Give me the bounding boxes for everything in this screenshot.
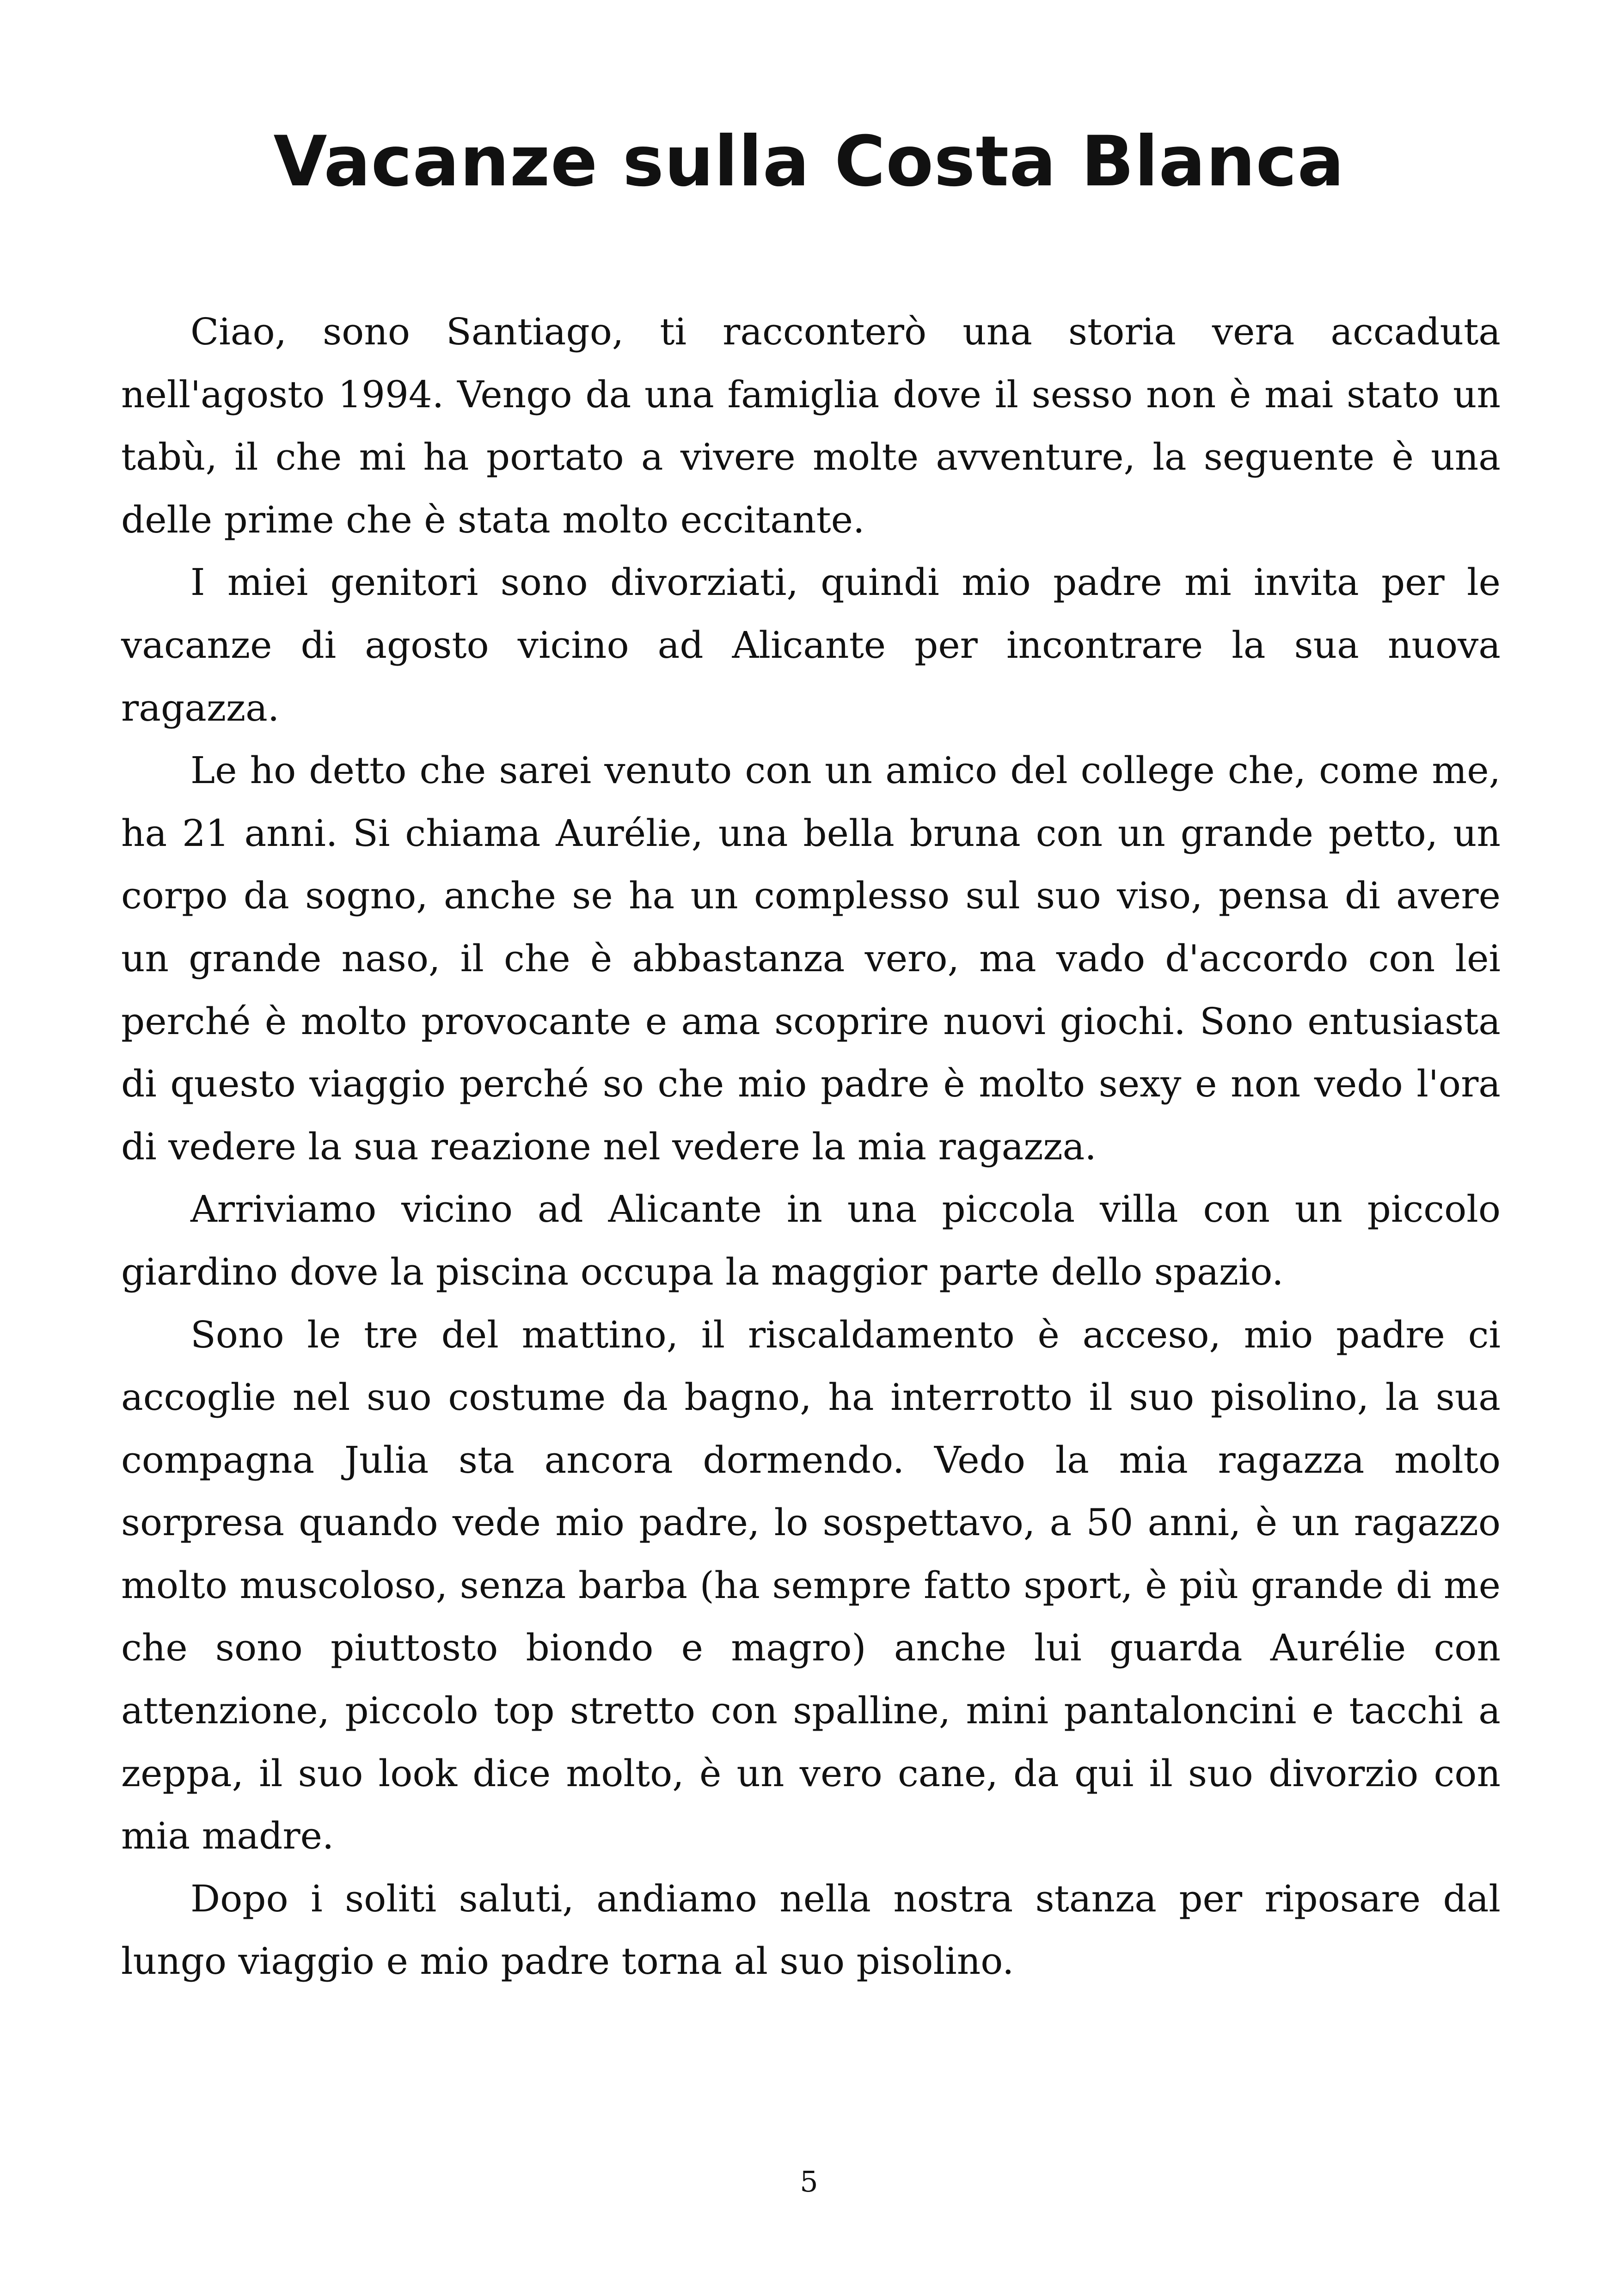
paragraph: Sono le tre del mattino, il riscaldamento è acceso, mio padre ci accoglie nel suo costume da bagno, ha interrotto il suo pisolino, la sua compagna Julia sta ancora dormendo. Vedo la mia ragazza molto sorpresa quando vede mio padre, lo sospettavo, a 50 anni, è un ragazzo molto muscoloso, senza barba (ha sempre fatto sport, è più grande di me che sono piuttosto biondo e magro) anche lui guarda Aurélie con attenzione, piccolo top stretto con spalline, mini pantaloncini e tacchi a zeppa, il suo look dice molto, è un vero cane, da qui il suo divorzio con mia madre. (121, 1313, 1501, 1858)
paragraph: Arriviamo vicino ad Alicante in una piccola villa con un piccolo giardino dove la piscina occupa la maggior parte dello spazio. (121, 1188, 1501, 1293)
page-number: 5 (800, 2165, 818, 2198)
paragraph: Ciao, sono Santiago, ti racconterò una storia vera accaduta nell'agosto 1994. Vengo da una famiglia dove il sesso non è mai stato un tabù, il che mi ha portato a vivere molte avventure, la seguente è una delle prime che è stata molto eccitante. (121, 310, 1501, 541)
paragraph: Dopo i soliti saluti, andiamo nella nostra stanza per riposare dal lungo viaggio e mio padre torna al suo pisolino. (121, 1877, 1501, 1983)
paragraph: Le ho detto che sarei venuto con un amico del college che, come me, ha 21 anni. Si chiama Aurélie, una bella bruna con un grande petto, un corpo da sogno, anche se ha un complesso sul suo viso, pensa di avere un grande naso, il che è abbastanza vero, ma vado d'accordo con lei perché è molto provocante e ama scoprire nuovi giochi. Sono entusiasta di questo viaggio perché so che mio padre è molto sexy e non vedo l'ora di vedere la sua reazione nel vedere la mia ragazza. (121, 749, 1501, 1168)
page-title: Vacanze sulla Costa Blanca (273, 122, 1345, 202)
body-text (121, 300, 1501, 1993)
paragraph: I miei genitori sono divorziati, quindi mio padre mi invita per le vacanze di agosto vicino ad Alicante per incontrare la sua nuova ragazza. (121, 561, 1501, 729)
